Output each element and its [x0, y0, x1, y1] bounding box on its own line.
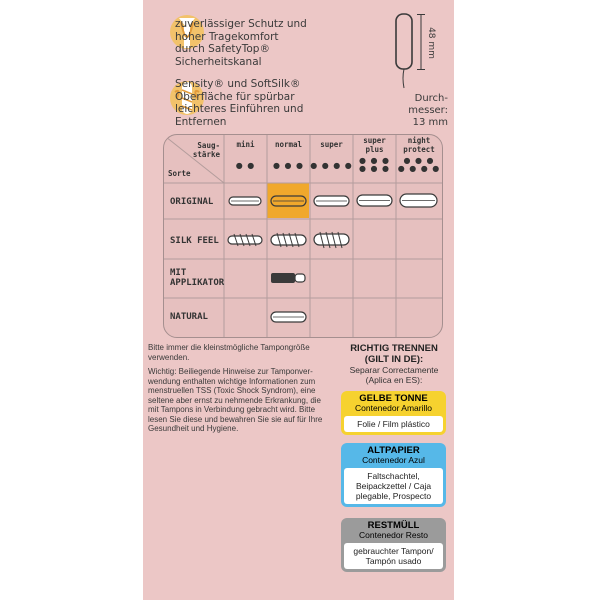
row-label-silk-feel: SILK FEEL: [170, 236, 219, 246]
row-label-applikator: MIT APPLIKATOR: [170, 268, 225, 288]
tampon-icon-original-super-plus: [356, 193, 394, 209]
column-header-super: super: [320, 140, 343, 149]
bin-altpapier: [341, 443, 446, 507]
row-label-original: ORIGINAL: [170, 197, 214, 207]
bin-gelbe-tonne-items: Folie / Film plástico: [344, 416, 443, 432]
length-label: 48 mm: [425, 27, 436, 59]
drops-super-plus: ● ● ● ● ● ●: [358, 156, 391, 173]
tampon-icon-original-mini: [228, 195, 264, 207]
drops-night-protect: ● ● ● ● ● ● ●: [397, 156, 441, 173]
column-header-night-protect: night protect: [403, 136, 435, 154]
absorbency-table: [163, 134, 443, 338]
corner-label-type: Sorte: [168, 169, 191, 178]
bin-restmuell-items: gebrauchter Tampon/ Tampón usado: [344, 543, 443, 569]
tss-warning-note: Wichtig: Beiliegende Hinweise zur Tamponver- wendung enthalten wichtige Informationen zum menstruellen TSS (Toxic Shock Syndrom), eine seltene aber ernst zu nehmende Erkrankung, die mit Tampons in Verbindung gebracht wird. Bitte lesen Sie diese und bewahren Sie sie auf für Ihre Gesundheit und Hygiene.: [148, 367, 323, 433]
tampon-icon-silkfeel-super: [313, 231, 351, 249]
drops-normal: ● ● ●: [272, 161, 305, 170]
recycling-subtitle: Separar Correctamente (Aplica en ES):: [349, 365, 439, 385]
tampon-size-illustration: [393, 12, 415, 90]
tampon-icon-original-night-protect: [399, 192, 439, 210]
bin-gelbe-tonne-header: GELBE TONNE Contenedor Amarillo: [354, 393, 432, 413]
length-dimension-line: [417, 14, 425, 70]
feature-surface-text: Sensity® und SoftSilk® Oberfläche für spürbar leichteres Einführen und Entfernen: [175, 78, 304, 128]
tampon-icon-original-normal: [270, 194, 308, 208]
tampon-icon-original-super: [313, 194, 351, 208]
row-label-natural: NATURAL: [170, 312, 208, 322]
tampon-icon-silkfeel-normal: [270, 232, 308, 248]
bin-restmuell-header: RESTMÜLL Contenedor Resto: [359, 520, 428, 540]
diameter-label: Durch- messer: 13 mm: [408, 93, 448, 128]
background-right: [454, 0, 600, 600]
tampon-icon-natural-normal: [270, 310, 308, 324]
size-tip-note: Bitte immer die kleinstmögliche Tampongröße verwenden.: [148, 343, 310, 362]
bin-altpapier-items: Faltschachtel, Beipackzettel / Caja plegable, Prospecto: [344, 468, 443, 504]
column-header-normal: normal: [274, 140, 303, 149]
drops-super: ● ● ● ●: [310, 161, 353, 170]
drops-mini: ● ●: [235, 161, 256, 170]
column-header-super-plus: super plus: [363, 136, 386, 154]
feature-safety-text: zuverlässiger Schutz und hoher Tragekomfort durch SafetyTop® Sicherheitskanal: [175, 18, 307, 68]
column-header-mini: mini: [236, 140, 255, 149]
bin-gelbe-tonne: [341, 391, 446, 435]
tampon-icon-applikator-normal: [270, 271, 308, 285]
recycling-title: RICHTIG TRENNEN (GILT IN DE):: [350, 343, 438, 365]
tampon-icon-silkfeel-mini: [227, 233, 265, 247]
corner-label-absorbency: Saug- stärke: [192, 141, 220, 159]
bin-altpapier-header: ALTPAPIER Contenedor Azul: [362, 445, 425, 465]
bin-restmuell: [341, 518, 446, 572]
